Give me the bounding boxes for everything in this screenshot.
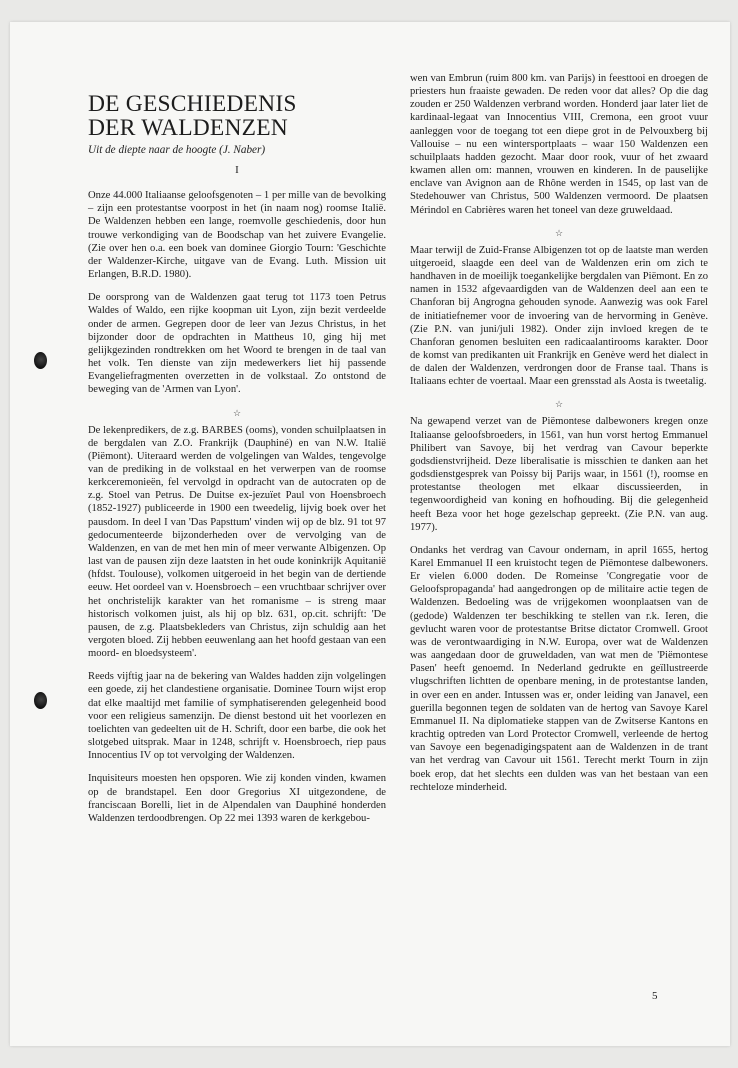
paragraph: De lekenpredikers, de z.g. BARBES (ooms), vonden schuilplaatsen in de bergdalen van Z.O. Frankrijk (Dauphiné) en van N.W. Italië (Piëmont). Uiteraard werden de volgelingen van Waldes, tengevolge van de prediking in de volkstaal en het verwerpen van de roomse kerkceremonieën, fel vervolgd in opdracht van de autocraten op de z.g. Stoel van Petrus. De Duitse ex-jezuïet Paul von Hoensbroech (1852-1927) publiceerde in 1900 een tweedelig, lijvig boek over het pausdom. In deel I van 'Das Papsttum' vinden wij op de blz. 91 tot 97 gedocumenteerde bijzonderheden over de vervolging van de Waldenzen, en van de met hen min of meer verwante Albigenzen. Op last van de pausen zijn deze laatsten in het oude koninkrijk Aquitanië (hfdst. Toulouse), volkomen uitgeroeid in het begin van de dertiende eeuw. Het oordeel van v. Hoensbroech – een vruchtbaar schrijver over het onchristelijk karakter van het romanisme – is streng maar historisch volkomen juist, als hij op blz. 631, op.cit. schrijft: 'De pausen, de z.g. Plaatsbekleders van Christus, zijn schuldig aan het vergoten bloed. Zij hebben eeuwenlang aan het hoofd gestaan van een moord- en bloedsysteem'.: [88, 424, 386, 660]
paragraph: wen van Embrun (ruim 800 km. van Parijs) in feesttooi en droegen de priesters hun fraaiste gewaden. De reden voor dat alles? Op die dag zouden er 250 Waldenzen verbrand worden. Honderd jaar later liet de kardinaal-legaat van Innocentius VIII, Cremona, een groot vuur aanleggen voor de toegang tot een diepe grot in de Pelvouxberg bij Vallouise – nu een wintersportplaats – waar 150 Waldenzen een schuilplaats hadden gezocht. Maar door rook, vuur of het zwaard kwamen allen om: mannen, vrouwen en kinderen. In de pauselijke enclave van Avignon aan de Rhône werden in 1545, op last van de Stedehouwer van Christus, 500 Waldenzen vermoord. De plaatsen Mérindol en Cabrières waren het toneel van deze gruweldaad.: [410, 73, 708, 216]
title-line-1: DE GESCHIEDENIS: [88, 91, 297, 117]
binder-hole: [34, 352, 47, 369]
paragraph: Maar terwijl de Zuid-Franse Albigenzen tot op de laatste man werden uitgeroeid, slaagde een deel van de Waldenzen erin om zich te handhaven in de moeilijk toegankelijke bergdalen van Piëmont. En zo namen in 1532 afgevaardigden van de Waldenzen deel aan een te Chanforan bij Angrogna gehouden synode. Aanwezig was ook Farel de initiatiefnemer voor de invoering van de hervorming in Genève. (Zie P.N. van juni/juli 1982). Onder zijn invloed kregen de te Chanforan genomen besluiten een radicaalantirooms karakter. Door de komst van predikanten uit Frankrijk en Genève werd het dialect in de dalen der Waldenzen, verdrongen door de Franse taal. Thans is Italiaans echter de voertaal. Maar een grensstad als Aosta is tweetalig.: [410, 244, 708, 388]
paragraph: Na gewapend verzet van de Piëmontese dalbewoners kregen onze Italiaanse geloofsbroeders, in 1561, van hun vorst hertog Emmanuel Philibert van Savoye, bij het verdrag van Cavour beperkte godsdienstvrijheid. Deze liberalisatie is misschien te danken aan het godsdienstgesprek van Poissy bij Parijs waar, in 1561 (!), roomse en protestantse theologen met elkaar discussieerden, in tegenwoordigheid van koning en hofhouding. Bij die gelegenheid heeft Beza voor het hoge gezelschap gepreekt. (Zie P.N. van aug. 1977).: [410, 416, 708, 533]
star-separator: ☆: [554, 227, 564, 238]
star-separator: ☆: [554, 399, 564, 410]
article-title: [88, 92, 386, 140]
star-separator: ☆: [232, 407, 242, 418]
binder-hole: [34, 692, 47, 709]
page-number: 5: [652, 990, 658, 1002]
paragraph: Ondanks het verdrag van Cavour ondernam, in april 1655, hertog Karel Emmanuel II een kruistocht tegen de Piëmontese dalbewoners. Er vielen 6.000 doden. De Romeinse 'Congregatie voor de Geloofspropaganda' had aangedrongen op de militaire actie tegen de Waldenzen. Bedoeling was de vrijgekomen woonplaatsen van de (gedode) Waldenzen ter beschikking te stellen van r.k. Ieren, die gevlucht waren voor de protestantse Britse dictator Cromwell. Groot was de verontwaardiging in N.W. Europa, over wat de Waldenzen was aangedaan door de gruweldaden, van wat men de 'Piëmontese Pasen' heeft genoemd. In Nederland gedrukte en geïllustreerde vlugschriften lichtten de openbare mening, in de protestantse landen, in over een en ander. Intussen was er, onder leiding van Janavel, een guerilla begonnen tegen de soldaten van de hertog van Savoye Karel Emmanuel II. Na diplomatieke stappen van de Zwitserse Kantons en krachtig optreden van Lord Protector Cromwell, verleende de hertog van Savoye een begenadigingspatent aan de Waldenzen in de trant van het verdrag van Cavour uit 1561. Terecht merkt Tourn in zijn boek erop, dat het slechts een dulden was van het bestaan van een rechteloze minderheid.: [410, 544, 708, 793]
document-page: [10, 22, 730, 1046]
paragraph: De oorsprong van de Waldenzen gaat terug tot 1173 toen Petrus Waldes of Waldo, een rijke koopman uit Lyon, zijn bezit verdeelde onder de armen. Gegrepen door de leer van Jezus Christus, in het bijzonder door de opdrachten in Mattheus 10, ging hij met gelijkgezinden rondtrekken om het Woord te brengen in de taal van het volk. Ten dienste van zijn medewerkers liet hij passende Evangeliefragmenten overzetten in de volkstaal. Zo ontstond de beweging van de 'Armen van Lyon'.: [88, 292, 386, 396]
paragraph: Reeds vijftig jaar na de bekering van Waldes hadden zijn volgelingen een goede, zij het clandestiene organisatie. Dominee Tourn wijst erop dat elke maaltijd met familie of symphatiserenden gelegenheid bood voor een religieus samenzijn. De dienst bestond uit het voorlezen en toelichten van gedeelten uit de H. Schrift, door een barbe, die ook het slotgebed uitsprak. Maar in 1248, schrijft v. Hoensbroech, riep paus Innocentius IV op tot vervolging der Waldenzen.: [88, 671, 386, 762]
title-line-2: DER WALDENZEN: [88, 115, 288, 141]
left-column: [88, 72, 386, 835]
right-column: [410, 72, 708, 804]
article-subtitle: Uit de diepte naar de hoogte (J. Naber): [88, 144, 266, 156]
paragraph: Inquisiteurs moesten hen opsporen. Wie zij konden vinden, kwamen op de brandstapel. Een door Gregorius XI uitgezondene, de franciscaan Borelli, liet in de Alpendalen van Dauphiné honderden Waldenzen terdoodbrengen. Op 22 mei 1393 waren de kerkgebou-: [88, 773, 386, 824]
part-number: I: [235, 164, 239, 176]
paragraph: Onze 44.000 Italiaanse geloofsgenoten – 1 per mille van de bevolking – zijn een protestantse voorpost in het (in naam nog) roomse Italië. De Waldenzen hebben een lange, roemvolle geschiedenis, door hun trouwe verkondiging van de Boodschap van het zuivere Evangelie. (Zie over hen o.a. een boek van dominee Giorgio Tourn: 'Geschichte der Waldenzer-Kirche, uitgave van de Evang. Luth. Mission uit Erlangen, B.R.D. 1980).: [88, 190, 386, 281]
